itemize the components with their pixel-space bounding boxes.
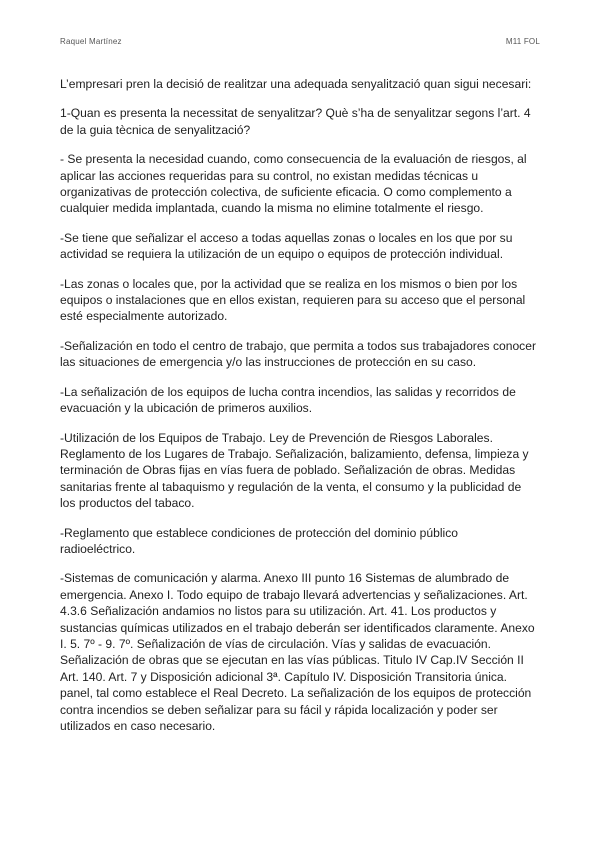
answer-paragraph: - Se presenta la necesidad cuando, como consecuencia de la evaluación de riesgos, al aplicar las acciones requeridas para su control, no existan medidas técnicas u organizativas de protección colectiva, de suficiente eficacia. O como complemento a cualquier medida implantada, cuando la misma no elimine totalmente el riesgo. [60, 152, 527, 216]
header-author: Raquel Martínez [60, 37, 122, 46]
answer-paragraph: -Se tiene que señalizar el acceso a todas aquellas zonas o locales en los que por su actividad se requiera la utilización de un equipo o equipos de protección individual. [60, 230, 513, 262]
answer-paragraph: -Las zonas o locales que, por la actividad que se realiza en los mismos o bien por los equipos o instalaciones que en ellos existan, requieren para su acceso que el personal esté especialmente autorizado. [60, 276, 526, 324]
answer-paragraph: -Utilización de los Equipos de Trabajo. Ley de Prevención de Riesgos Laborales. Reglamento de los Lugares de Trabajo. Señalización, balizamiento, defensa, limpieza y terminación de Obras fijas en vías fuera de poblado. Señalización de obras. Medidas sanitarias frente al tabaquismo y regulación de la venta, el consumo y la publicidad de los productos del tabaco. [60, 430, 529, 511]
answer-paragraph: -Reglamento que establece condiciones de protección del dominio público radioeléctrico. [60, 525, 459, 556]
question-paragraph: 1-Quan es presenta la necessitat de senyalitzar? Què s’ha de senyalitzar segons l’art. 4 de la guia tècnica de senyalització? [60, 106, 531, 137]
intro-paragraph: L’empresari pren la decisió de realitzar una adequada senyalització quan sigui necesari: [60, 77, 532, 91]
answer-paragraph: -Sistemas de comunicación y alarma. Anexo III punto 16 Sistemas de alumbrado de emergencia. Anexo I. Todo equipo de trabajo llevará advertencias y señalizaciones. Art. 4.3.6 Señalización andamios no listos para su utilización. Art. 41. Los productos y sustancias químicas utilizados en el trabajo deberán ser identificados claramente. Anexo I. 5. 7º - 9. 7º. Señalización de vías de circulación. Vías y salidas de evacuación. Señalización de obras que se ejecutan en las vías públicas. Titulo IV Cap.IV Sección II Art. 140. Art. 7 y Disposición adicional 3ª. Capítulo IV. Disposición Transitoria única. panel, tal como establece el Real Decreto. La señalización de los equipos de protección contra incendios se deben señalizar para su fácil y rápida localización y poder ser utilizados en caso necesario. [60, 571, 535, 733]
answer-paragraph: -La señalización de los equipos de lucha contra incendios, las salidas y recorridos de evacuación y la ubicación de primeros auxilios. [60, 384, 516, 416]
answer-paragraph: -Señalización en todo el centro de trabajo, que permita a todos sus trabajadores conocer las situaciones de emergencia y/o las instrucciones de protección en su caso. [60, 338, 536, 370]
document-body [60, 76, 536, 747]
header-module: M11 FOL [505, 37, 540, 46]
